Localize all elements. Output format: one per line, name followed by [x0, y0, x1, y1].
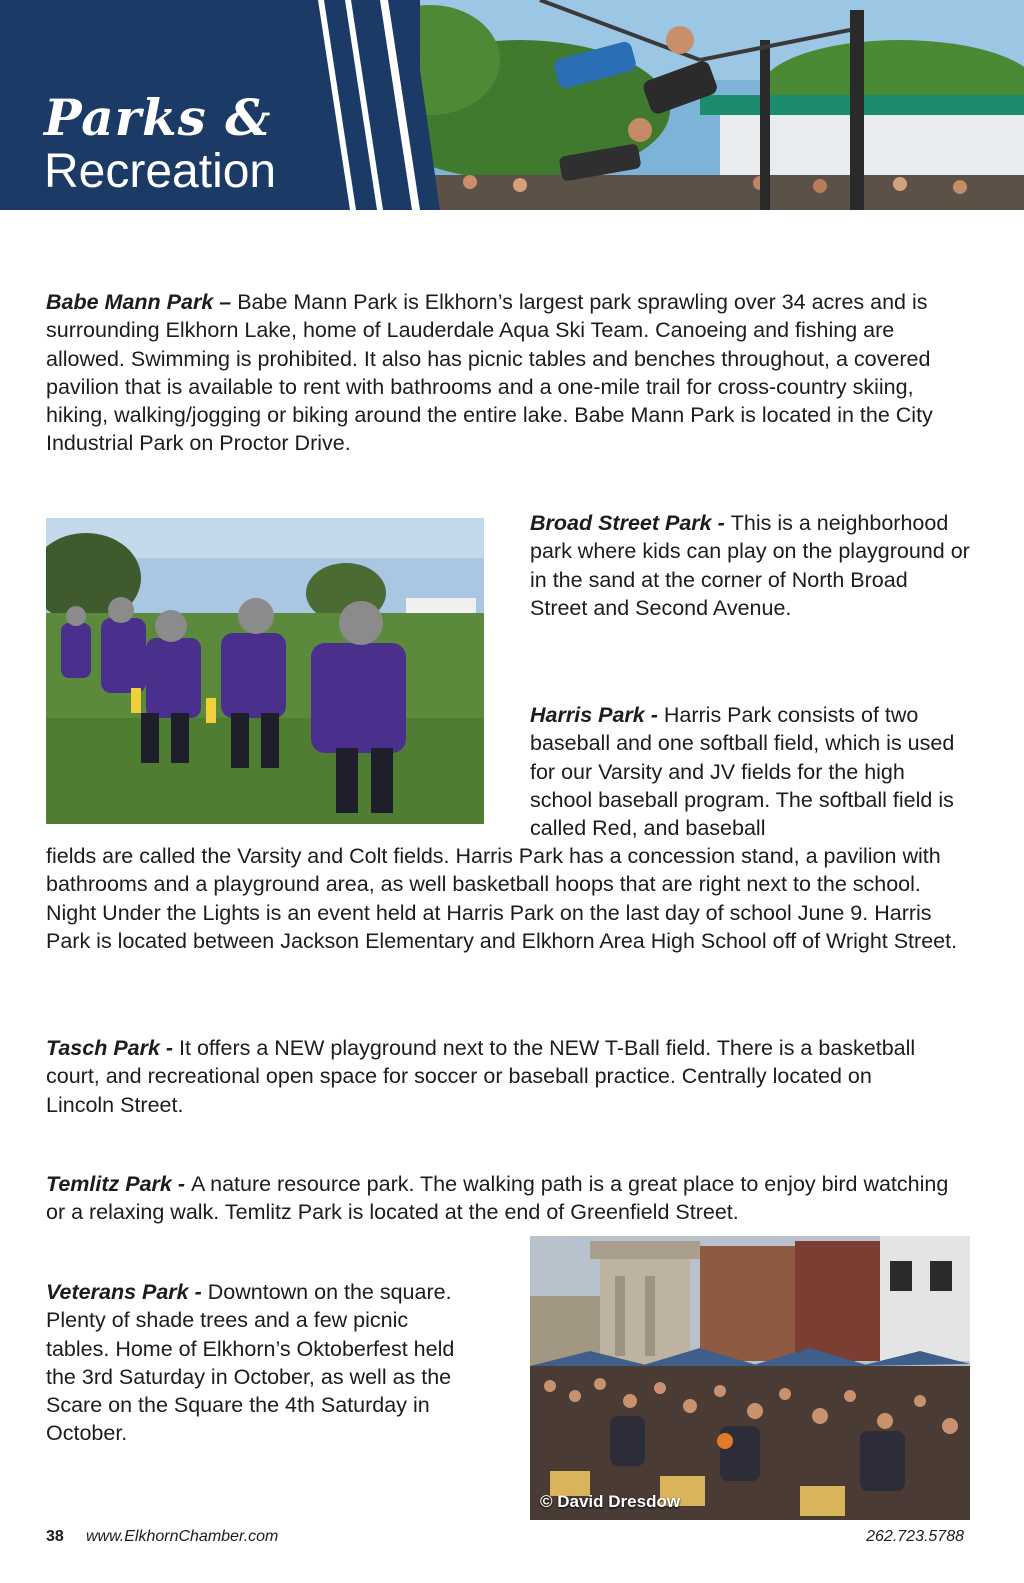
- crowd-photo-image: [530, 1236, 970, 1520]
- babe-mann-park-text: Babe Mann Park is Elkhorn’s largest park sprawling over 34 acres and is surrounding Elkhorn Lake, home of Lauderdale Aqua Ski Team. Canoeing and fishing are allowed. Swimming is prohibited. It also has picnic tables and benches throughout, a covered pavilion that is available to rent with bathrooms and a one-mile trail for cross-country skiing, hiking, walking/jogging or biking around the entire lake. Babe Mann Park is located in the City Industrial Park on Proctor Drive.: [46, 290, 933, 456]
- broad-street-park-section: [530, 509, 970, 622]
- page-footer: [46, 1528, 964, 1550]
- harris-park-section-bottom: [46, 842, 971, 955]
- broad-street-paragraph: Broad Street Park - This is a neighborhood park where kids can play on the playground or in the sand at the corner of North Broad Street and Second Avenue.: [530, 511, 970, 620]
- babe-mann-park-section: [46, 288, 971, 458]
- babe-mann-paragraph: Babe Mann Park – Babe Mann Park is Elkhorn’s largest park sprawling over 34 acres and is surrounding Elkhorn Lake, home of Lauderdale Aqua Ski Team. Canoeing and fishing are allowed. Swimming is prohibited. It also has picnic tables and benches throughout, a covered pavilion that is available to rent with bathrooms and a one-mile trail for cross-country skiing, hiking, walking/jogging or biking around the entire lake. Babe Mann Park is located in the City Industrial Park on Proctor Drive.: [46, 290, 933, 456]
- temlitz-park-name: Temlitz Park: [46, 1172, 172, 1196]
- veterans-park-section: [46, 1278, 461, 1448]
- veterans-park-text: Downtown on the square. Plenty of shade trees and a few picnic tables. Home of Elkhorn’s Oktoberfest held the 3rd Saturday in October, as well as the Scare on the Square the 4th Saturday in October.: [46, 1280, 455, 1446]
- temlitz-paragraph: Temlitz Park - A nature resource park. The walking path is a great place to enjoy bird watching or a relaxing walk. Temlitz Park is located at the end of Greenfield Street.: [46, 1172, 949, 1225]
- page-number: 38: [46, 1528, 64, 1545]
- broad-street-park-name: Broad Street Park: [530, 511, 712, 535]
- tasch-park-text: It offers a NEW playground next to the NEW T-Ball field. There is a basketball court, and recreational open space for soccer or baseball practice. Centrally located on Lincoln Street.: [46, 1036, 916, 1117]
- veterans-park-name: Veterans Park: [46, 1280, 189, 1304]
- oktoberfest-crowd-photo: [530, 1236, 970, 1520]
- harris-park-section-top: [530, 701, 970, 842]
- header-banner: [0, 0, 1024, 210]
- tasch-park-section: [46, 1034, 926, 1119]
- harris-park-text-bottom: fields are called the Varsity and Colt fields. Harris Park has a concession stand, a pavilion with bathrooms and a playground area, as well basketball hoops that are right next to the school. Night Under the Lights is an event held at Harris Park on the last day of school June 9. Harris Park is located between Jackson Elementary and Elkhorn Area High School off of Wright Street.: [46, 844, 958, 953]
- babe-mann-park-name: Babe Mann Park: [46, 290, 214, 314]
- veterans-paragraph: Veterans Park - Downtown on the square. Plenty of shade trees and a few picnic tables. Home of Elkhorn’s Oktoberfest held the 3rd Saturday in October, as well as the Scare on the Square the 4th Saturday in October.: [46, 1280, 455, 1446]
- temlitz-park-section: [46, 1170, 971, 1227]
- tasch-park-name: Tasch Park: [46, 1036, 160, 1060]
- tasch-paragraph: Tasch Park - It offers a NEW playground next to the NEW T-Ball field. There is a basketball court, and recreational open space for soccer or baseball practice. Centrally located on Lincoln Street.: [46, 1036, 916, 1117]
- phone-number: 262.723.5788: [866, 1528, 964, 1545]
- temlitz-park-text: A nature resource park. The walking path is a great place to enjoy bird watching or a relaxing walk. Temlitz Park is located at the end of Greenfield Street.: [46, 1172, 949, 1225]
- website-link[interactable]: www.ElkhornChamber.com: [86, 1528, 279, 1545]
- page-title-script: Parks &: [44, 88, 272, 147]
- photo-credit: © David Dresdow: [540, 1492, 681, 1511]
- broad-street-park-text: This is a neighborhood park where kids can play on the playground or in the sand at the corner of North Broad Street and Second Avenue.: [530, 511, 970, 620]
- flag-football-kids-photo: [46, 518, 484, 824]
- harris-paragraph-top: Harris Park - Harris Park consists of two baseball and one softball field, which is used for our Varsity and JV fields for the high school baseball program. The softball field is called Red, and baseball: [530, 703, 955, 841]
- page-title: Recreation: [44, 145, 277, 198]
- harris-park-text-top: Harris Park consists of two baseball and one softball field, which is used for our Varsity and JV fields for the high school baseball program. The softball field is called Red, and baseball: [530, 703, 955, 841]
- harris-park-name: Harris Park: [530, 703, 645, 727]
